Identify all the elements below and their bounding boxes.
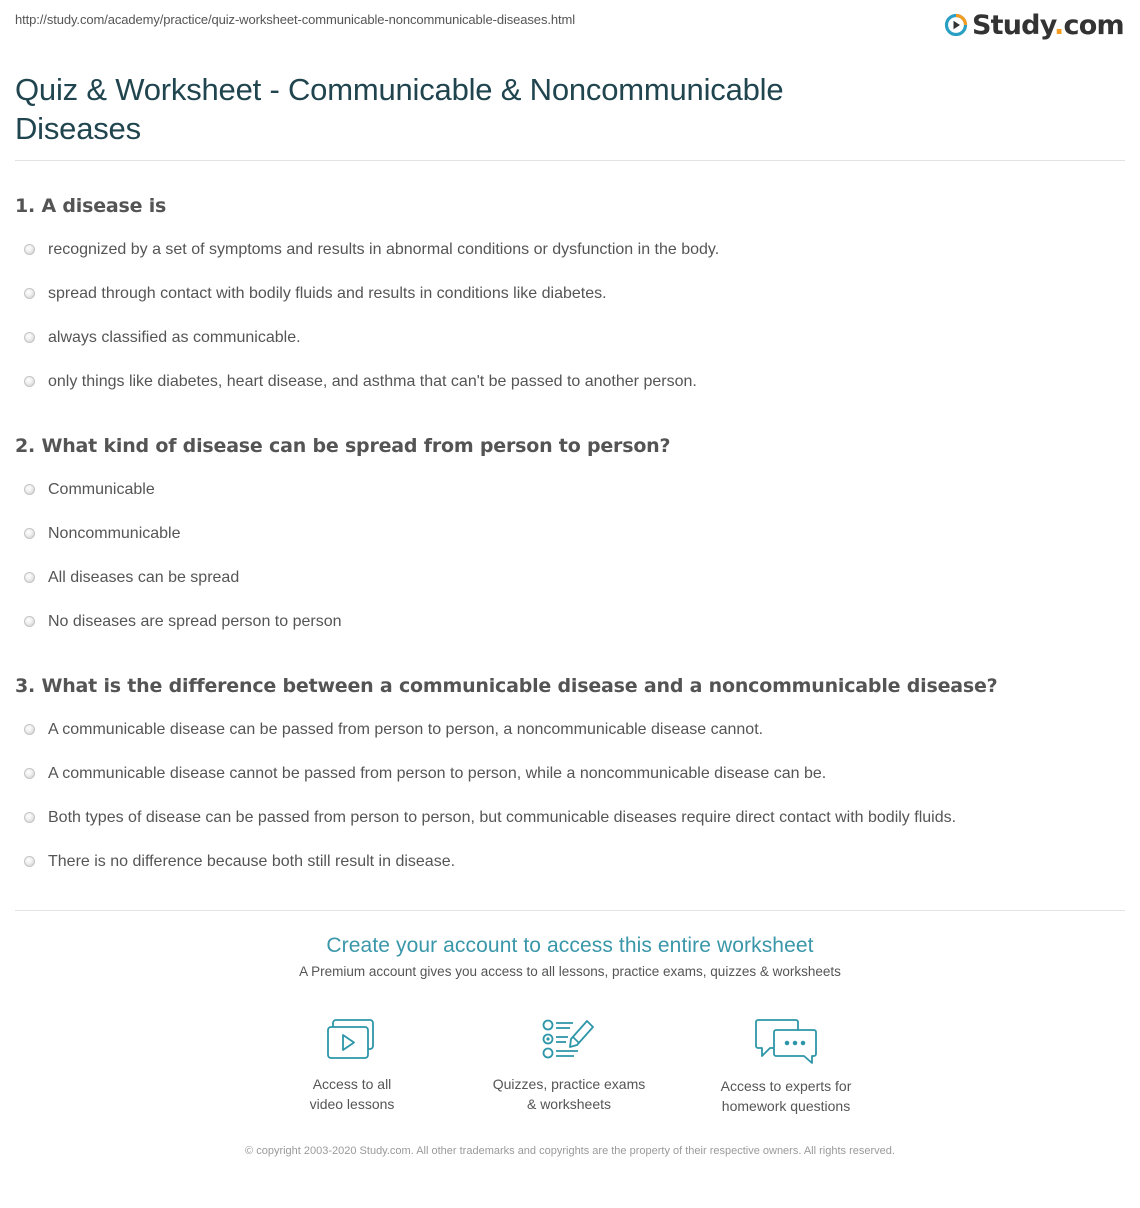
option-label: All diseases can be spread: [48, 569, 240, 586]
question-title: 1. A disease is: [15, 195, 167, 217]
radio-button-icon[interactable]: [24, 856, 35, 867]
feature-label-line1: Quizzes, practice exams: [492, 1076, 646, 1092]
study-com-logo[interactable]: [944, 8, 1124, 42]
feature-label-line2: & worksheets: [526, 1096, 612, 1112]
option-label: spread through contact with bodily fluids and results in conditions like diabetes.: [48, 285, 607, 302]
radio-button-icon[interactable]: [24, 572, 35, 583]
radio-button-icon[interactable]: [24, 288, 35, 299]
copyright-notice: © copyright 2003-2020 Study.com. All other trademarks and copyrights are the property of their respective owners. All rights reserved.: [245, 1145, 895, 1157]
answer-options: [15, 708, 1125, 884]
answer-option[interactable]: [15, 752, 1125, 796]
feature-label-line1: Access to all: [312, 1076, 392, 1092]
logo-wordmark: Study.com: [972, 9, 1124, 41]
option-label: Both types of disease can be passed from person to person, but communicable diseases require direct contact with bodily fluids.: [48, 809, 957, 826]
option-label: Communicable: [48, 481, 155, 498]
answer-option[interactable]: [15, 316, 1125, 360]
answer-option[interactable]: [15, 556, 1125, 600]
play-ring-logo-icon: [944, 13, 968, 37]
question-title: 3. What is the difference between a communicable disease and a noncommunicable disease?: [15, 675, 998, 697]
feature-label-line1: Access to experts for: [720, 1078, 852, 1094]
radio-button-icon[interactable]: [24, 616, 35, 627]
question-3: [15, 674, 1125, 884]
answer-option[interactable]: [15, 468, 1125, 512]
quiz-checklist-icon: [540, 1018, 598, 1062]
answer-option[interactable]: [15, 272, 1125, 316]
answer-option[interactable]: [15, 840, 1125, 884]
answer-option[interactable]: [15, 228, 1125, 272]
radio-button-icon[interactable]: [24, 484, 35, 495]
page-url: http://study.com/academy/practice/quiz-worksheet-communicable-noncommunicable-diseases.html: [15, 12, 576, 27]
option-label: Noncommunicable: [48, 525, 181, 542]
answer-option[interactable]: [15, 360, 1125, 404]
feature-quizzes: [469, 1018, 669, 1114]
answer-option[interactable]: [15, 796, 1125, 840]
feature-video-lessons: [252, 1018, 452, 1114]
radio-button-icon[interactable]: [24, 332, 35, 343]
question-1: [15, 194, 1125, 404]
option-label: A communicable disease can be passed from person to person, a noncommunicable disease cannot.: [48, 721, 764, 738]
video-lessons-icon: [326, 1018, 378, 1062]
radio-button-icon[interactable]: [24, 528, 35, 539]
chat-bubbles-icon: [754, 1018, 818, 1064]
cta-divider: [15, 910, 1125, 911]
option-label: recognized by a set of symptoms and results in abnormal conditions or dysfunction in the body.: [48, 241, 720, 258]
answer-option[interactable]: [15, 708, 1125, 752]
radio-button-icon[interactable]: [24, 812, 35, 823]
question-title: 2. What kind of disease can be spread from person to person?: [15, 435, 671, 457]
create-account-link[interactable]: Create your account to access this entire worksheet: [326, 934, 814, 957]
page-title: Quiz & Worksheet - Communicable & Noncommunicable Diseases: [15, 72, 784, 146]
feature-label-line2: homework questions: [721, 1098, 851, 1114]
title-divider: [15, 160, 1125, 161]
option-label: There is no difference because both still result in disease.: [48, 853, 456, 870]
feature-label-line2: video lessons: [309, 1096, 395, 1112]
premium-description: A Premium account gives you access to all lessons, practice exams, quizzes & worksheets: [299, 964, 841, 979]
radio-button-icon[interactable]: [24, 724, 35, 735]
option-label: No diseases are spread person to person: [48, 613, 342, 630]
option-label: A communicable disease cannot be passed from person to person, while a noncommunicable disease can be.: [48, 765, 827, 782]
feature-experts: [686, 1018, 886, 1116]
radio-button-icon[interactable]: [24, 376, 35, 387]
answer-options: [15, 228, 1125, 404]
radio-button-icon[interactable]: [24, 768, 35, 779]
option-label: only things like diabetes, heart disease, and asthma that can't be passed to another person.: [48, 373, 697, 390]
option-label: always classified as communicable.: [48, 329, 301, 346]
answer-option[interactable]: [15, 600, 1125, 644]
question-2: [15, 434, 1125, 644]
radio-button-icon[interactable]: [24, 244, 35, 255]
answer-options: [15, 468, 1125, 644]
answer-option[interactable]: [15, 512, 1125, 556]
